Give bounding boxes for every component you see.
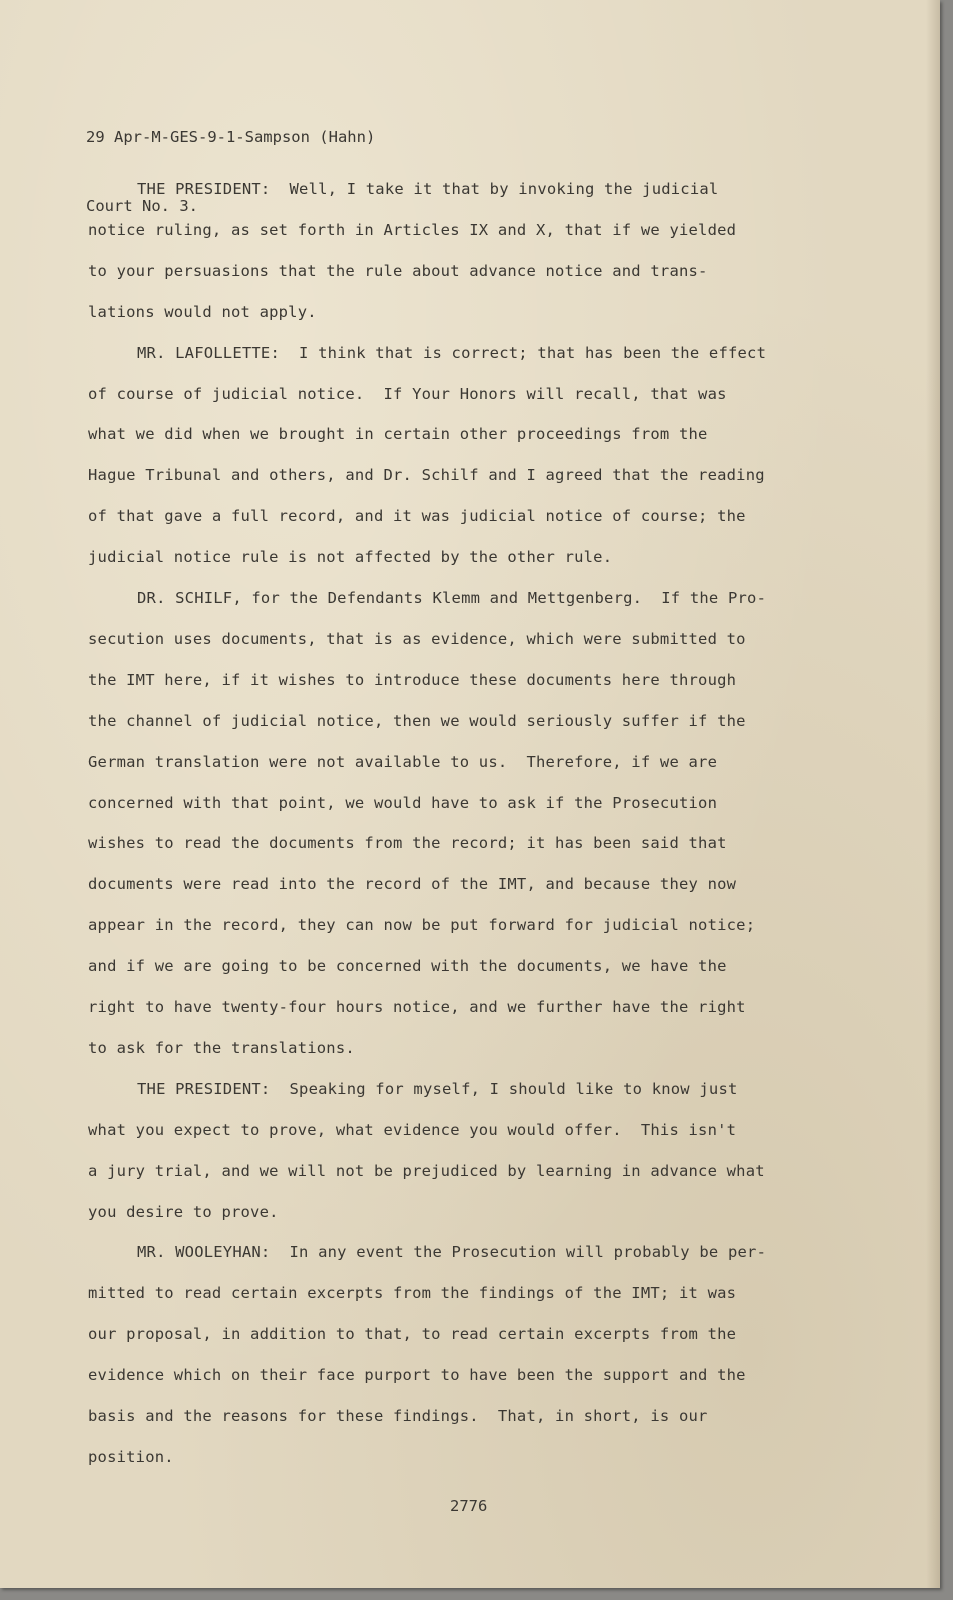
paragraph-line: secution uses documents, that is as evidence, which were submitted to [88,629,746,648]
paragraph-line: right to have twenty-four hours notice, and we further have the right [88,998,746,1016]
header-reference: 29 Apr-M-GES-9-1-Sampson (Hahn) [86,128,376,146]
paragraph-line: a jury trial, and we will not be prejudiced by learning in advance what [88,1161,765,1180]
paragraph-line: our proposal, in addition to that, to read certain excerpts from the [88,1325,737,1344]
paragraph-line: judicial notice rule is not affected by the other rule. [88,548,613,567]
paragraph-line: notice ruling, as set forth in Articles IX and X, that if we yielded [88,220,737,239]
paragraph-line: the IMT here, if it wishes to introduce these documents here through [88,670,737,689]
paragraph-line: evidence which on their face purport to have been the support and the [88,1366,746,1385]
paragraph-line: and if we are going to be concerned with the documents, we have the [88,957,727,976]
paragraph-line: basis and the reasons for these findings. That, in short, is our [88,1407,708,1425]
paragraph-line: to ask for the translations. [88,1038,355,1057]
paragraph-line: of that gave a full record, and it was judicial notice of course; the [88,507,746,526]
paragraph-line: appear in the record, they can now be put forward for judicial notice; [88,916,756,935]
paragraph-line: concerned with that point, we would have to ask if the Prosecution [88,793,718,812]
paragraph-line: Hague Tribunal and others, and Dr. Schilf and I agreed that the reading [88,466,765,485]
paragraph-line: you desire to prove. [88,1202,279,1221]
paragraph-line: what you expect to prove, what evidence you would offer. This isn't [88,1120,737,1139]
paragraph-first-line: DR. SCHILF, for the Defendants Klemm and Mettgenberg. If the Pro- [137,589,767,607]
paragraph-first-line: THE PRESIDENT: Speaking for myself, I should like to know just [137,1079,738,1098]
paragraph-line: position. [88,1447,174,1466]
page-number: 2776 [450,1497,488,1515]
paragraph-line: the channel of judicial notice, then we would seriously suffer if the [88,711,746,730]
paragraph-line: wishes to read the documents from the record; it has been said that [88,834,727,853]
paragraph-line: what we did when we brought in certain other proceedings from the [88,425,708,444]
paragraph-line: to your persuasions that the rule about advance notice and trans- [88,261,708,280]
paragraph-first-line: MR. WOOLEYHAN: In any event the Prosecution will probably be per- [137,1243,767,1262]
paragraph-first-line: THE PRESIDENT: Well, I take it that by invoking the judicial [137,180,719,198]
header-court: Court No. 3. [86,197,198,215]
paragraph-line: lations would not apply. [88,302,317,321]
paragraph-line: mitted to read certain excerpts from the findings of the IMT; it was [88,1284,737,1303]
paragraph-line: documents were read into the record of the IMT, and because they now [88,875,737,894]
paragraph-line: of course of judicial notice. If Your Honors will recall, that was [88,384,727,403]
paragraph-first-line: MR. LAFOLLETTE: I think that is correct; that has been the effect [137,343,767,362]
paragraph-line: German translation were not available to us. Therefore, if we are [88,752,718,771]
